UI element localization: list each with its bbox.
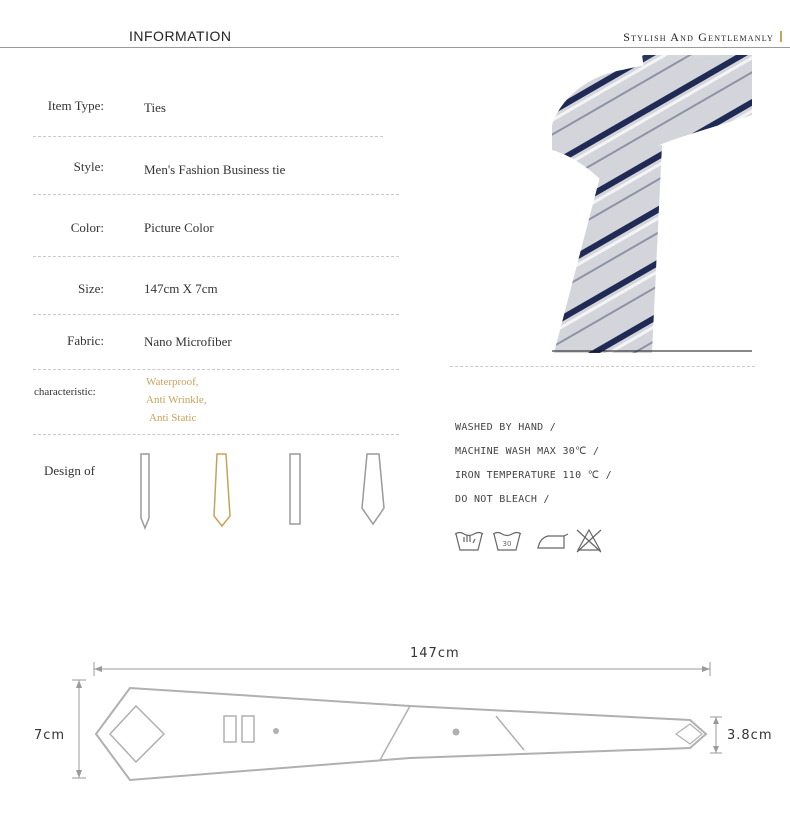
row-divider xyxy=(33,369,399,370)
spec-label-item-type: Item Type: xyxy=(47,98,104,113)
design-label: Design of xyxy=(44,463,95,478)
spec-value-color: Picture Color xyxy=(144,220,214,235)
spec-label-size: Size: xyxy=(78,281,104,296)
spec-label-fabric: Fabric: xyxy=(67,333,104,348)
spec-label-style: Style: xyxy=(73,159,104,174)
information-title: INFORMATION xyxy=(129,28,232,44)
spec-value-item-type: Ties xyxy=(144,100,166,115)
iron-icon xyxy=(538,534,568,548)
tagline-text: Stylish And Gentlemanly xyxy=(623,30,774,44)
care-line: MACHINE WASH MAX 30℃ / xyxy=(455,446,600,457)
tagline-accent-bar xyxy=(780,31,782,42)
tie-product-photo xyxy=(552,55,752,353)
row-divider xyxy=(33,256,399,257)
tie-shape-square-end xyxy=(290,454,300,524)
row-divider xyxy=(33,314,399,315)
wash-temp-label: 30 xyxy=(502,540,512,548)
row-divider xyxy=(33,136,383,137)
header-divider xyxy=(0,47,790,48)
tie-dimension-diagram xyxy=(30,640,790,800)
tie-outline xyxy=(96,688,706,780)
hand-wash-icon xyxy=(455,533,483,551)
care-line: DO NOT BLEACH / xyxy=(455,494,550,505)
care-line: WASHED BY HAND / xyxy=(455,422,557,433)
spec-value-style: Men's Fashion Business tie xyxy=(144,162,286,177)
row-divider xyxy=(33,434,399,435)
wide-width-label: 7cm xyxy=(34,728,66,743)
length-label: 147cm xyxy=(410,646,460,661)
spec-value-fabric: Nano Microfiber xyxy=(144,334,232,349)
tie-shape-wide xyxy=(362,454,384,524)
characteristic-item: Waterproof, xyxy=(146,376,199,388)
narrow-width-label: 3.8cm xyxy=(727,728,773,743)
row-divider xyxy=(33,194,399,195)
brand-tagline xyxy=(623,30,782,45)
characteristic-item: Anti Static xyxy=(149,412,197,424)
care-icons xyxy=(452,522,612,556)
tie-shape-skinny xyxy=(141,454,149,528)
characteristic-item: Anti Wrinkle, xyxy=(146,394,207,406)
tie-shape-thumbnails xyxy=(130,450,410,532)
spec-value-size: 147cm X 7cm xyxy=(144,281,218,296)
care-line: IRON TEMPERATURE 110 ℃ / xyxy=(455,470,612,481)
characteristic-label: characteristic: xyxy=(34,386,96,398)
do-not-bleach-icon xyxy=(577,530,601,552)
spec-label-color: Color: xyxy=(70,220,104,235)
tie-shape-classic-gold xyxy=(214,454,230,526)
photo-divider xyxy=(450,366,755,367)
